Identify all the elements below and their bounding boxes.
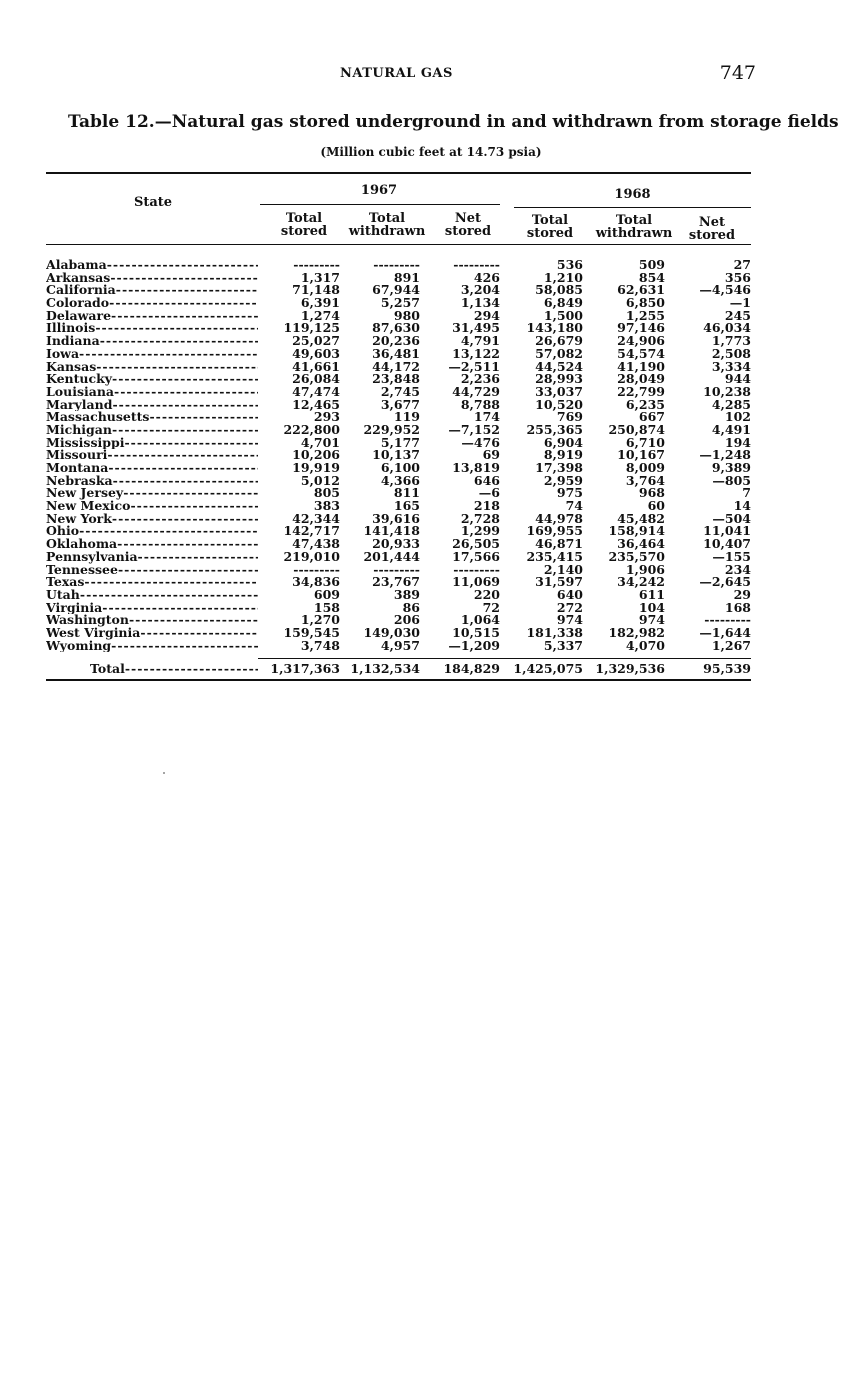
table-cell: 235,415 bbox=[526, 548, 583, 564]
state-name: Maryland bbox=[46, 398, 113, 412]
table-cell: 194 bbox=[724, 434, 751, 450]
table-cell: --------- bbox=[293, 561, 340, 577]
table-cell: 1,255 bbox=[625, 307, 665, 323]
table-cell: 12,465 bbox=[292, 396, 340, 412]
table-cell: 245 bbox=[724, 307, 751, 323]
table-cell: 149,030 bbox=[363, 624, 420, 640]
table-cell: 1,134 bbox=[460, 295, 500, 311]
table-cell: 805 bbox=[313, 485, 340, 501]
table-cell: 10,520 bbox=[535, 396, 583, 412]
table-body bbox=[46, 259, 751, 652]
table-cell: 23,848 bbox=[372, 371, 420, 387]
table-cell: 8,009 bbox=[625, 460, 665, 475]
table-cell: 426 bbox=[473, 269, 500, 285]
year-1968-header: 1968 bbox=[614, 187, 651, 202]
table-cell: 2,728 bbox=[460, 510, 500, 526]
table-cell: 6,235 bbox=[625, 396, 665, 412]
table-cell: 62,631 bbox=[617, 282, 665, 298]
table-cell: 4,791 bbox=[460, 333, 500, 349]
table-cell: 29 bbox=[733, 586, 751, 602]
table-cell: 41,190 bbox=[617, 358, 665, 374]
table-cell: 182,982 bbox=[608, 624, 665, 640]
table-cell: —2,511 bbox=[448, 358, 500, 374]
table-cell: 1,210 bbox=[543, 269, 583, 285]
table-cell: 6,100 bbox=[380, 460, 420, 475]
state-name: Pennsylvania bbox=[46, 550, 138, 564]
table-cell: 169,955 bbox=[526, 523, 583, 539]
col-1968-total-withdrawn: Total withdrawn bbox=[595, 213, 673, 241]
table-cell: 4,366 bbox=[380, 472, 420, 488]
table-cell: —805 bbox=[712, 472, 751, 488]
table-cell: 34,836 bbox=[292, 574, 340, 590]
table-cell: 72 bbox=[482, 599, 500, 615]
running-head bbox=[0, 62, 862, 86]
table-cell: 10,137 bbox=[372, 447, 420, 463]
table-cell: 2,236 bbox=[460, 371, 500, 387]
state-name: Ohio bbox=[46, 525, 80, 539]
table-cell: 17,566 bbox=[452, 548, 500, 564]
table-cell: 27 bbox=[733, 257, 751, 272]
table-cell: 5,257 bbox=[380, 295, 420, 311]
table-cell: —155 bbox=[712, 548, 751, 564]
table-cell: 33,037 bbox=[535, 383, 583, 399]
page-number: 747 bbox=[719, 62, 756, 84]
table-cell: 611 bbox=[638, 586, 665, 602]
table-cell: 975 bbox=[556, 485, 583, 501]
table-cell: 293 bbox=[313, 409, 340, 425]
table-cell: 8,919 bbox=[543, 447, 583, 463]
table-cell: —7,152 bbox=[448, 421, 500, 437]
table-cell: 222,800 bbox=[283, 421, 340, 437]
year-1968-rule bbox=[514, 207, 751, 208]
table-cell: 220 bbox=[473, 586, 500, 602]
table-cell: 1,906 bbox=[625, 561, 665, 577]
table-cell: 811 bbox=[393, 485, 420, 501]
paper-speck bbox=[163, 772, 165, 774]
table-cell: —1 bbox=[729, 295, 751, 311]
table-row bbox=[46, 637, 751, 653]
table-cell: 174 bbox=[473, 409, 500, 425]
table-cell: 389 bbox=[393, 586, 420, 602]
table-cell: 104 bbox=[638, 599, 665, 615]
table-cell: 229,952 bbox=[363, 421, 420, 437]
total-cell: 1,329,536 bbox=[595, 661, 665, 677]
state-name: Tennessee bbox=[46, 563, 118, 577]
table-cell: 119,125 bbox=[283, 320, 340, 336]
table-cell: 1,299 bbox=[460, 523, 500, 539]
table-cell: 87,630 bbox=[372, 320, 420, 336]
table-cell: 45,482 bbox=[617, 510, 665, 526]
table-cell: 1,274 bbox=[300, 307, 340, 323]
table-cell: 102 bbox=[724, 409, 751, 425]
table-cell: 235,570 bbox=[608, 548, 665, 564]
state-name: Texas bbox=[46, 576, 85, 589]
table-cell: 383 bbox=[313, 498, 340, 514]
table-cell: 44,978 bbox=[535, 510, 583, 526]
table-cell: 2,959 bbox=[543, 472, 583, 488]
section-title: NATURAL GAS bbox=[340, 66, 453, 81]
table-cell: 3,204 bbox=[460, 282, 500, 298]
table-cell: 39,616 bbox=[372, 510, 420, 526]
table-cell: 5,337 bbox=[543, 637, 583, 653]
table-cell: 36,481 bbox=[372, 345, 420, 361]
table-cell: 24,906 bbox=[617, 333, 665, 349]
table-cell: 234 bbox=[724, 561, 751, 577]
table-cell: 20,236 bbox=[372, 333, 420, 349]
table-cell: 1,270 bbox=[300, 612, 340, 628]
table-cell: 219,010 bbox=[283, 548, 340, 564]
table-cell: 10,206 bbox=[292, 447, 340, 463]
table-cell: 44,524 bbox=[535, 358, 583, 374]
table-cell: 168 bbox=[724, 599, 751, 615]
table-cell: 46,034 bbox=[703, 320, 751, 336]
table-cell: 181,338 bbox=[526, 624, 583, 640]
state-name: Delaware bbox=[46, 309, 112, 323]
state-name: Iowa bbox=[46, 347, 80, 361]
table-cell: 4,070 bbox=[625, 637, 665, 653]
state-name: Virginia bbox=[46, 601, 103, 615]
table-cell: 255,365 bbox=[526, 421, 583, 437]
header-rule bbox=[46, 244, 751, 245]
table-header bbox=[46, 174, 751, 244]
table-cell: —1,209 bbox=[448, 637, 500, 653]
table-cell: 22,799 bbox=[617, 383, 665, 399]
table-cell: 11,041 bbox=[703, 523, 751, 539]
total-cell: 95,539 bbox=[703, 661, 751, 677]
table-cell: 71,148 bbox=[292, 282, 340, 298]
table-cell: --------- bbox=[373, 561, 420, 577]
table-cell: —476 bbox=[461, 434, 500, 450]
table-cell: 10,167 bbox=[617, 447, 665, 463]
table-cell: 86 bbox=[402, 599, 420, 615]
table-cell: 19,919 bbox=[292, 460, 340, 475]
total-cell: 1,317,363 bbox=[270, 661, 340, 677]
table-cell: 7 bbox=[742, 485, 751, 501]
table-cell: --------- bbox=[373, 257, 420, 272]
table-cell: 356 bbox=[724, 269, 751, 285]
table-cell: 5,177 bbox=[380, 434, 420, 450]
state-header: State bbox=[133, 195, 173, 210]
table-cell: 9,389 bbox=[711, 460, 751, 475]
table-cell: 3,677 bbox=[380, 396, 420, 412]
table-cell: 8,788 bbox=[460, 396, 500, 412]
table-cell: 2,140 bbox=[543, 561, 583, 577]
state-name: New Mexico bbox=[46, 500, 131, 513]
year-1967-header: 1967 bbox=[360, 183, 398, 198]
table-cell: —6 bbox=[478, 485, 500, 501]
table-cell: 165 bbox=[393, 498, 420, 514]
table-cell: 272 bbox=[556, 599, 583, 615]
table-cell: 1,064 bbox=[460, 612, 500, 628]
table-cell: --------- bbox=[293, 257, 340, 272]
table-cell: 26,679 bbox=[535, 333, 583, 349]
col-1967-total-withdrawn: Total withdrawn bbox=[348, 211, 426, 239]
table-cell: —2,645 bbox=[699, 574, 751, 590]
state-name: New York bbox=[46, 512, 112, 526]
state-name: Arkansas bbox=[46, 271, 111, 285]
state-name: Illinois bbox=[46, 322, 96, 336]
table-cell: 46,871 bbox=[535, 536, 583, 552]
table-cell: 74 bbox=[565, 498, 583, 514]
table-cell: 42,344 bbox=[292, 510, 340, 526]
state-name: Alabama bbox=[46, 259, 107, 272]
table-cell: 250,874 bbox=[608, 421, 665, 437]
table-cell: 47,474 bbox=[292, 383, 340, 399]
total-row bbox=[46, 659, 751, 679]
table-cell: 980 bbox=[393, 307, 420, 323]
table-cell: —504 bbox=[712, 510, 751, 526]
table-cell: 23,767 bbox=[372, 574, 420, 590]
table-cell: —4,546 bbox=[699, 282, 751, 298]
table-cell: 4,285 bbox=[711, 396, 751, 412]
table-cell: —1,248 bbox=[699, 447, 751, 463]
table-cell: 6,710 bbox=[625, 434, 665, 450]
table-cell: 47,438 bbox=[292, 536, 340, 552]
table-cell: 201,444 bbox=[363, 548, 420, 564]
table-cell: 769 bbox=[556, 409, 583, 425]
total-cell: 184,829 bbox=[443, 661, 500, 677]
table-cell: 31,495 bbox=[452, 320, 500, 336]
table-cell: 49,603 bbox=[292, 345, 340, 361]
table-cell: 141,418 bbox=[363, 523, 420, 539]
table-cell: 143,180 bbox=[526, 320, 583, 336]
table-cell: 17,398 bbox=[535, 460, 583, 475]
state-name: West Virginia bbox=[46, 626, 141, 640]
state-name: Montana bbox=[46, 462, 109, 475]
table-cell: —1,644 bbox=[699, 624, 751, 640]
col-1968-total-stored: Total stored bbox=[526, 213, 574, 241]
table-cell: 10,515 bbox=[452, 624, 500, 640]
table-cell: 13,819 bbox=[452, 460, 500, 475]
table-cell: 69 bbox=[482, 447, 500, 463]
col-1968-net-stored: Net stored bbox=[688, 215, 736, 243]
table-cell: 294 bbox=[473, 307, 500, 323]
state-name: Michigan bbox=[46, 423, 112, 437]
table-cell: 4,701 bbox=[300, 434, 340, 450]
table-cell: 974 bbox=[638, 612, 665, 628]
table-cell: 509 bbox=[638, 257, 665, 272]
storage-table bbox=[46, 172, 751, 681]
table-cell: 10,238 bbox=[703, 383, 751, 399]
table-cell: 3,748 bbox=[300, 637, 340, 653]
table-cell: 158 bbox=[313, 599, 340, 615]
table-cell: 44,729 bbox=[452, 383, 500, 399]
table-cell: 6,391 bbox=[300, 295, 340, 311]
table-cell: 1,267 bbox=[711, 637, 751, 653]
table-cell: 536 bbox=[556, 257, 583, 272]
table-cell: 1,773 bbox=[711, 333, 751, 349]
state-name: Oklahoma bbox=[46, 538, 118, 551]
state-name: Utah bbox=[46, 588, 80, 602]
table-cell: 646 bbox=[473, 472, 500, 488]
table-cell: 206 bbox=[393, 612, 420, 628]
table-subtitle: (Million cubic feet at 14.73 psia) bbox=[320, 145, 542, 159]
table-cell: 54,574 bbox=[617, 345, 665, 361]
state-name: Missouri bbox=[46, 449, 108, 462]
table-cell: 159,545 bbox=[283, 624, 340, 640]
state-name: California bbox=[46, 284, 116, 298]
table-cell: 36,464 bbox=[617, 536, 665, 552]
table-cell: 97,146 bbox=[617, 320, 665, 336]
table-cell: 891 bbox=[393, 269, 420, 285]
col-1967-total-stored: Total stored bbox=[280, 211, 328, 239]
table-cell: 3,764 bbox=[625, 472, 665, 488]
table-cell: 6,850 bbox=[625, 295, 665, 311]
table-cell: 1,500 bbox=[543, 307, 583, 323]
table-cell: 57,082 bbox=[535, 345, 583, 361]
table-cell: 4,491 bbox=[711, 421, 751, 437]
table-cell: 854 bbox=[638, 269, 665, 285]
state-name: Massachusetts bbox=[46, 411, 150, 424]
table-cell: 11,069 bbox=[452, 574, 500, 590]
state-name: Mississippi bbox=[46, 436, 125, 450]
table-cell: --------- bbox=[453, 257, 500, 272]
table-cell: 28,049 bbox=[617, 371, 665, 387]
table-cell: 44,172 bbox=[372, 358, 420, 374]
table-cell: 6,849 bbox=[543, 295, 583, 311]
table-cell: 2,508 bbox=[711, 345, 751, 361]
state-name: Kansas bbox=[46, 360, 97, 374]
table-cell: 142,717 bbox=[283, 523, 340, 539]
table-cell: 3,334 bbox=[711, 358, 751, 374]
state-name: Nebraska bbox=[46, 474, 113, 488]
table-cell: 974 bbox=[556, 612, 583, 628]
year-1967-rule bbox=[260, 204, 500, 205]
total-cell: 1,132,534 bbox=[350, 661, 420, 677]
table-cell: 58,085 bbox=[535, 282, 583, 298]
bottom-rule bbox=[46, 679, 751, 681]
table-cell: 67,944 bbox=[372, 282, 420, 298]
total-cell: 1,425,075 bbox=[513, 661, 583, 677]
table-cell: 6,904 bbox=[543, 434, 583, 450]
table-cell: 2,745 bbox=[380, 383, 420, 399]
table-cell: 1,317 bbox=[300, 269, 340, 285]
table-cell: 28,993 bbox=[535, 371, 583, 387]
table-cell: 640 bbox=[556, 586, 583, 602]
table-cell: 10,407 bbox=[703, 536, 751, 552]
state-name: Louisiana bbox=[46, 385, 115, 399]
table-cell: 218 bbox=[473, 498, 500, 514]
table-cell: 25,027 bbox=[292, 333, 340, 349]
total-label: Total bbox=[90, 661, 125, 677]
table-cell: 26,084 bbox=[292, 371, 340, 387]
col-1967-net-stored: Net stored bbox=[444, 211, 492, 239]
table-cell: 14 bbox=[733, 498, 751, 514]
table-cell: --------- bbox=[453, 561, 500, 577]
table-cell: 5,012 bbox=[300, 472, 340, 488]
state-name: Washington bbox=[46, 614, 129, 627]
table-cell: 667 bbox=[638, 409, 665, 425]
table-cell: --------- bbox=[704, 612, 751, 628]
table-cell: 968 bbox=[638, 485, 665, 501]
table-cell: 609 bbox=[313, 586, 340, 602]
state-name: Indiana bbox=[46, 335, 100, 348]
state-name: Wyoming bbox=[46, 639, 112, 653]
table-cell: 34,242 bbox=[617, 574, 665, 590]
table-cell: 158,914 bbox=[608, 523, 665, 539]
table-cell: 20,933 bbox=[372, 536, 420, 552]
table-cell: 944 bbox=[724, 371, 751, 387]
table-cell: 13,122 bbox=[452, 345, 500, 361]
table-title: Table 12.—Natural gas stored underground in and withdrawn from storage fields bbox=[68, 112, 839, 132]
table-cell: 41,661 bbox=[292, 358, 340, 374]
table-cell: 60 bbox=[647, 498, 665, 514]
table-cell: 4,957 bbox=[380, 637, 420, 653]
total-section bbox=[46, 658, 751, 681]
state-name: Colorado bbox=[46, 297, 110, 310]
state-name: New Jersey bbox=[46, 487, 124, 501]
table-cell: 26,505 bbox=[452, 536, 500, 552]
table-cell: 31,597 bbox=[535, 574, 583, 590]
table-cell: 119 bbox=[393, 409, 420, 425]
state-name: Kentucky bbox=[46, 373, 113, 386]
